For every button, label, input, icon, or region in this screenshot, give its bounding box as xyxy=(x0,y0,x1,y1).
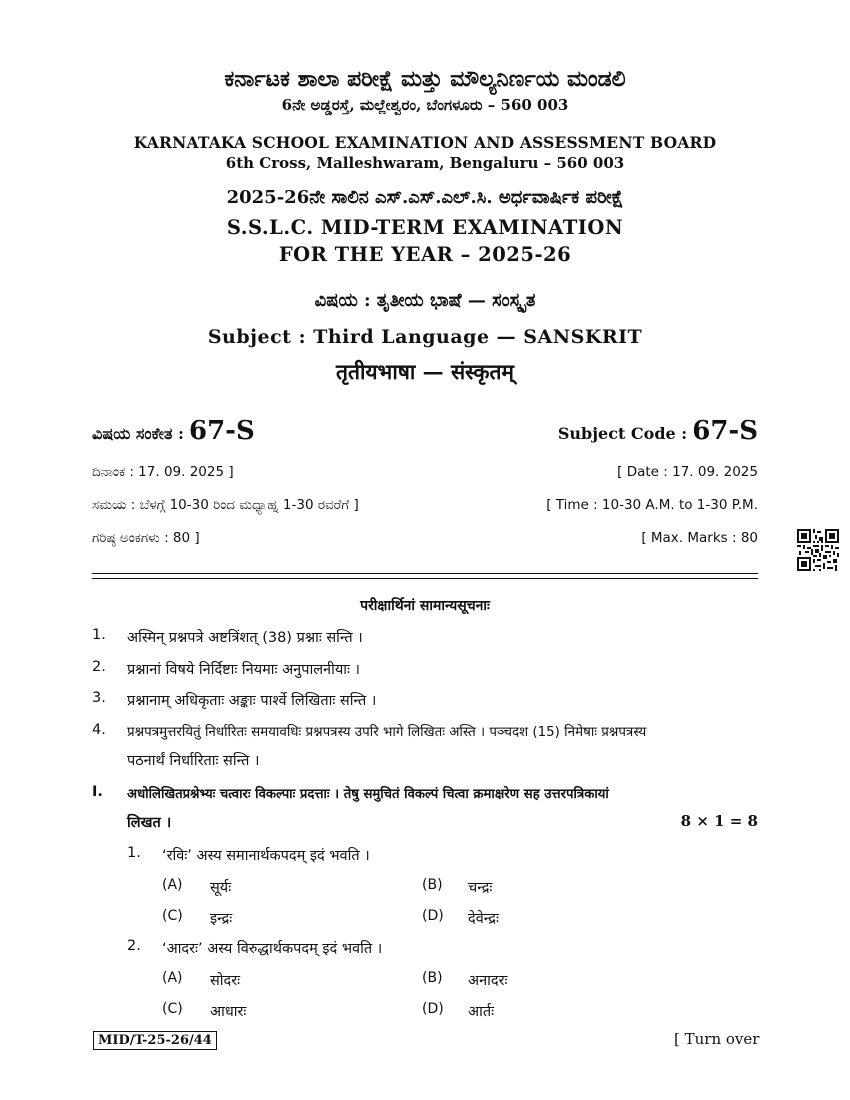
instruction-text: प्रश्नानां विषये निर्दिष्टाः नियमाः अनुपालनीयाः । xyxy=(127,662,361,678)
time-kannada: ಸಮಯ : ಬೆಳಗ್ಗೆ 10-30 ರಿಂದ ಮಧ್ಯಾಹ್ನ 1-30 ರವರೆಗೆ ] xyxy=(92,497,359,513)
option-text: देवेन्द्रः xyxy=(468,911,499,927)
max-marks-english: [ Max. Marks : 80 xyxy=(641,530,758,546)
subject-code-label-kannada: ವಿಷಯ ಸಂಕೇತ : xyxy=(92,424,184,443)
exam-title-english-line2: FOR THE YEAR – 2025-26 xyxy=(278,243,572,266)
instruction-text: प्रश्नानाम् अधिकृताः अङ्काः पार्श्वे लिखिताः सन्ति । xyxy=(127,693,377,709)
qr-code-icon xyxy=(797,529,839,571)
instruction-number: 4. xyxy=(92,722,106,738)
board-address-english: 6th Cross, Malleshwaram, Bengaluru – 560 003 xyxy=(225,154,625,172)
max-marks-kannada: ಗರಿಷ್ಠ ಅಂಕಗಳು : 80 ] xyxy=(92,530,200,546)
exam-title-english-line1: S.S.L.C. MID-TERM EXAMINATION xyxy=(226,216,624,239)
section-number: I. xyxy=(92,784,103,800)
option-label: (B) xyxy=(422,877,443,893)
time-english: [ Time : 10-30 A.M. to 1-30 P.M. xyxy=(546,497,758,513)
board-name-kannada: ಕರ್ನಾಟಕ ಶಾಲಾ ಪರೀಕ್ಷೆ ಮತ್ತು ಮೌಲ್ಯನಿರ್ಣಯ ಮಂಡಲಿ xyxy=(224,66,626,92)
option-label: (D) xyxy=(422,908,444,924)
option-label: (A) xyxy=(162,877,183,893)
question-text: ‘रविः’ अस्य समानार्थकपदम् इदं भवति । xyxy=(162,848,370,864)
instruction-number: 3. xyxy=(92,690,106,706)
option-label: (C) xyxy=(162,1001,183,1017)
instruction-number: 2. xyxy=(92,659,106,675)
subject-english: Subject : Third Language — SANSKRIT xyxy=(207,326,643,348)
subject-kannada: ವಿಷಯ : ತೃತೀಯ ಭಾಷೆ — ಸಂಸ್ಕೃತ xyxy=(314,290,536,311)
option-text: सोदरः xyxy=(210,973,241,989)
subject-code-label-english: Subject Code : xyxy=(557,424,688,443)
subject-code-value-english: 67-S xyxy=(692,416,758,446)
option-label: (C) xyxy=(162,908,183,924)
divider-line-top xyxy=(92,573,758,574)
section-instruction: अधोलिखितप्रश्नेभ्यः चत्वारः विकल्पाः प्रदत्ताः । तेषु समुचितं विकल्पं चित्वा क्रमाक्षरेण सह उत्तरपत्रिकायां xyxy=(127,787,609,802)
option-text: आर्तः xyxy=(468,1004,495,1020)
subject-sanskrit: तृतीयभाषा — संस्कृतम् xyxy=(336,359,514,384)
turn-over-note: [ Turn over xyxy=(674,1030,760,1048)
question-text: ‘आदरः’ अस्य विरुद्धार्थकपदम् इदं भवति । xyxy=(162,941,383,957)
instruction-number: 1. xyxy=(92,627,106,643)
date-kannada: ದಿನಾಂಕ : 17. 09. 2025 ] xyxy=(92,464,234,480)
option-text: अनादरः xyxy=(468,973,508,989)
section-instruction-continued: लिखत । xyxy=(127,815,172,831)
paper-code: MID/T-25-26/44 xyxy=(93,1031,217,1050)
option-text: इन्द्रः xyxy=(210,911,233,927)
instruction-text: प्रश्नपत्रमुत्तरयितुं निर्धारितः समयावधिः प्रश्नपत्रस्य उपरि भागे लिखितः अस्ति । पञ्चदश (15) निमेषाः प्रश्नपत्रस्य xyxy=(127,725,647,740)
date-english: [ Date : 17. 09. 2025 xyxy=(617,464,758,480)
option-label: (A) xyxy=(162,970,183,986)
subject-code-kannada xyxy=(92,416,255,446)
divider-line-bottom xyxy=(92,578,758,579)
option-text: सूर्यः xyxy=(210,880,232,896)
instruction-text: अस्मिन् प्रश्नपत्रे अष्टत्रिंशत् (38) प्रश्नाः सन्ति । xyxy=(127,630,363,646)
instruction-text-continued: पठनार्थं निर्धारिताः सन्ति । xyxy=(127,753,260,769)
section-marks: 8 × 1 = 8 xyxy=(680,812,758,830)
option-text: चन्द्रः xyxy=(468,880,493,896)
option-label: (B) xyxy=(422,970,443,986)
question-number: 1. xyxy=(127,845,141,861)
subject-code-value-kannada: 67-S xyxy=(189,416,255,446)
board-address-kannada: 6ನೇ ಅಡ್ಡರಸ್ತೆ, ಮಲ್ಲೇಶ್ವರಂ, ಬೆಂಗಳೂರು – 560 003 xyxy=(281,96,569,114)
option-text: आधारः xyxy=(210,1004,247,1020)
instructions-heading: परीक्षार्थिनां सामान्यसूचनाः xyxy=(360,598,490,614)
question-number: 2. xyxy=(127,938,141,954)
board-name-english: KARNATAKA SCHOOL EXAMINATION AND ASSESSMENT BOARD xyxy=(133,133,717,152)
exam-title-kannada: 2025-26ನೇ ಸಾಲಿನ ಎಸ್.ಎಸ್.ಎಲ್.ಸಿ. ಅರ್ಧವಾರ್ಷಿಕ ಪರೀಕ್ಷೆ xyxy=(226,187,624,208)
subject-code-english xyxy=(558,416,758,446)
option-label: (D) xyxy=(422,1001,444,1017)
